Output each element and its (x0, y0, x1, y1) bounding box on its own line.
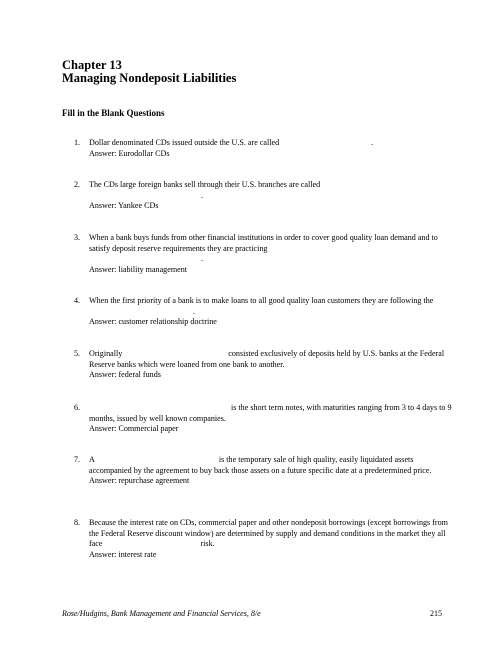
chapter-number: Chapter 13 (62, 58, 122, 72)
question-text-end: . (193, 306, 196, 316)
answer-text: Answer: Commercial paper (89, 424, 179, 434)
section-title: Fill in the Blank Questions (62, 108, 165, 118)
question-2 (74, 180, 458, 212)
question-text: Because the interest rate on CDs, commercial paper and other nondeposit borrowings (except borrowings from the Federal Reserve discount window) are determined by supply and demand conditions in the market they all face (89, 518, 448, 549)
question-text: When the first priority of a bank is to make loans to all good quality loan customers they are following the (89, 296, 434, 305)
question-number: 2. (74, 180, 81, 189)
question-text: When a bank buys funds from other financial institutions in order to cover good quality loan demand and to satisfy deposit reserve requirements they are practicing (89, 233, 438, 253)
question-6 (74, 403, 458, 435)
answer-text: Answer: federal funds (89, 370, 161, 380)
question-text-end: . (201, 254, 204, 264)
question-number: 6. (74, 403, 81, 412)
answer-text: Answer: Eurodollar CDs (89, 148, 170, 158)
question-text-end: . (201, 190, 204, 200)
question-text-end: is the temporary sale of high quality, easily liquidated assets accompanied by the agreement to buy back those assets on a future specific date at a predetermined price. (89, 455, 432, 475)
question-text-end: . (371, 138, 374, 147)
answer-text: Answer: repurchase agreement (89, 476, 190, 486)
question-3 (74, 233, 458, 275)
footer-citation: Rose/Hudgins, Bank Management and Financial Services, 8/e (62, 609, 261, 618)
page-number: 215 (430, 609, 442, 618)
chapter-title: Managing Nondeposit Liabilities (62, 71, 237, 85)
answer-text: Answer: liability management (89, 264, 187, 274)
question-number: 1. (74, 138, 81, 147)
question-number: 3. (74, 233, 81, 242)
question-text: A (89, 455, 95, 464)
question-number: 8. (74, 518, 81, 527)
question-7 (74, 455, 458, 487)
question-8 (74, 518, 458, 560)
question-text-end: is the short term notes, with maturities ranging from 3 to 4 days to 9 months, issued by well known companies. (89, 403, 452, 423)
answer-text: Answer: Yankee CDs (89, 201, 159, 211)
question-text-end: consisted exclusively of deposits held by U.S. banks at the Federal Reserve banks which were loaned from one bank to another. (89, 349, 445, 369)
question-5 (74, 349, 458, 381)
question-text: The CDs large foreign banks sell through their U.S. branches are called (89, 180, 321, 189)
question-text: Originally (89, 349, 123, 358)
question-text: Dollar denominated CDs issued outside the U.S. are called (89, 138, 280, 147)
question-number: 5. (74, 349, 81, 358)
answer-text: Answer: customer relationship doctrine (89, 317, 217, 327)
question-number: 7. (74, 455, 81, 464)
question-4 (74, 296, 458, 328)
question-1 (74, 138, 458, 159)
question-number: 4. (74, 296, 81, 305)
question-text-end: risk. (200, 539, 215, 549)
answer-text: Answer: interest rate (89, 549, 157, 559)
